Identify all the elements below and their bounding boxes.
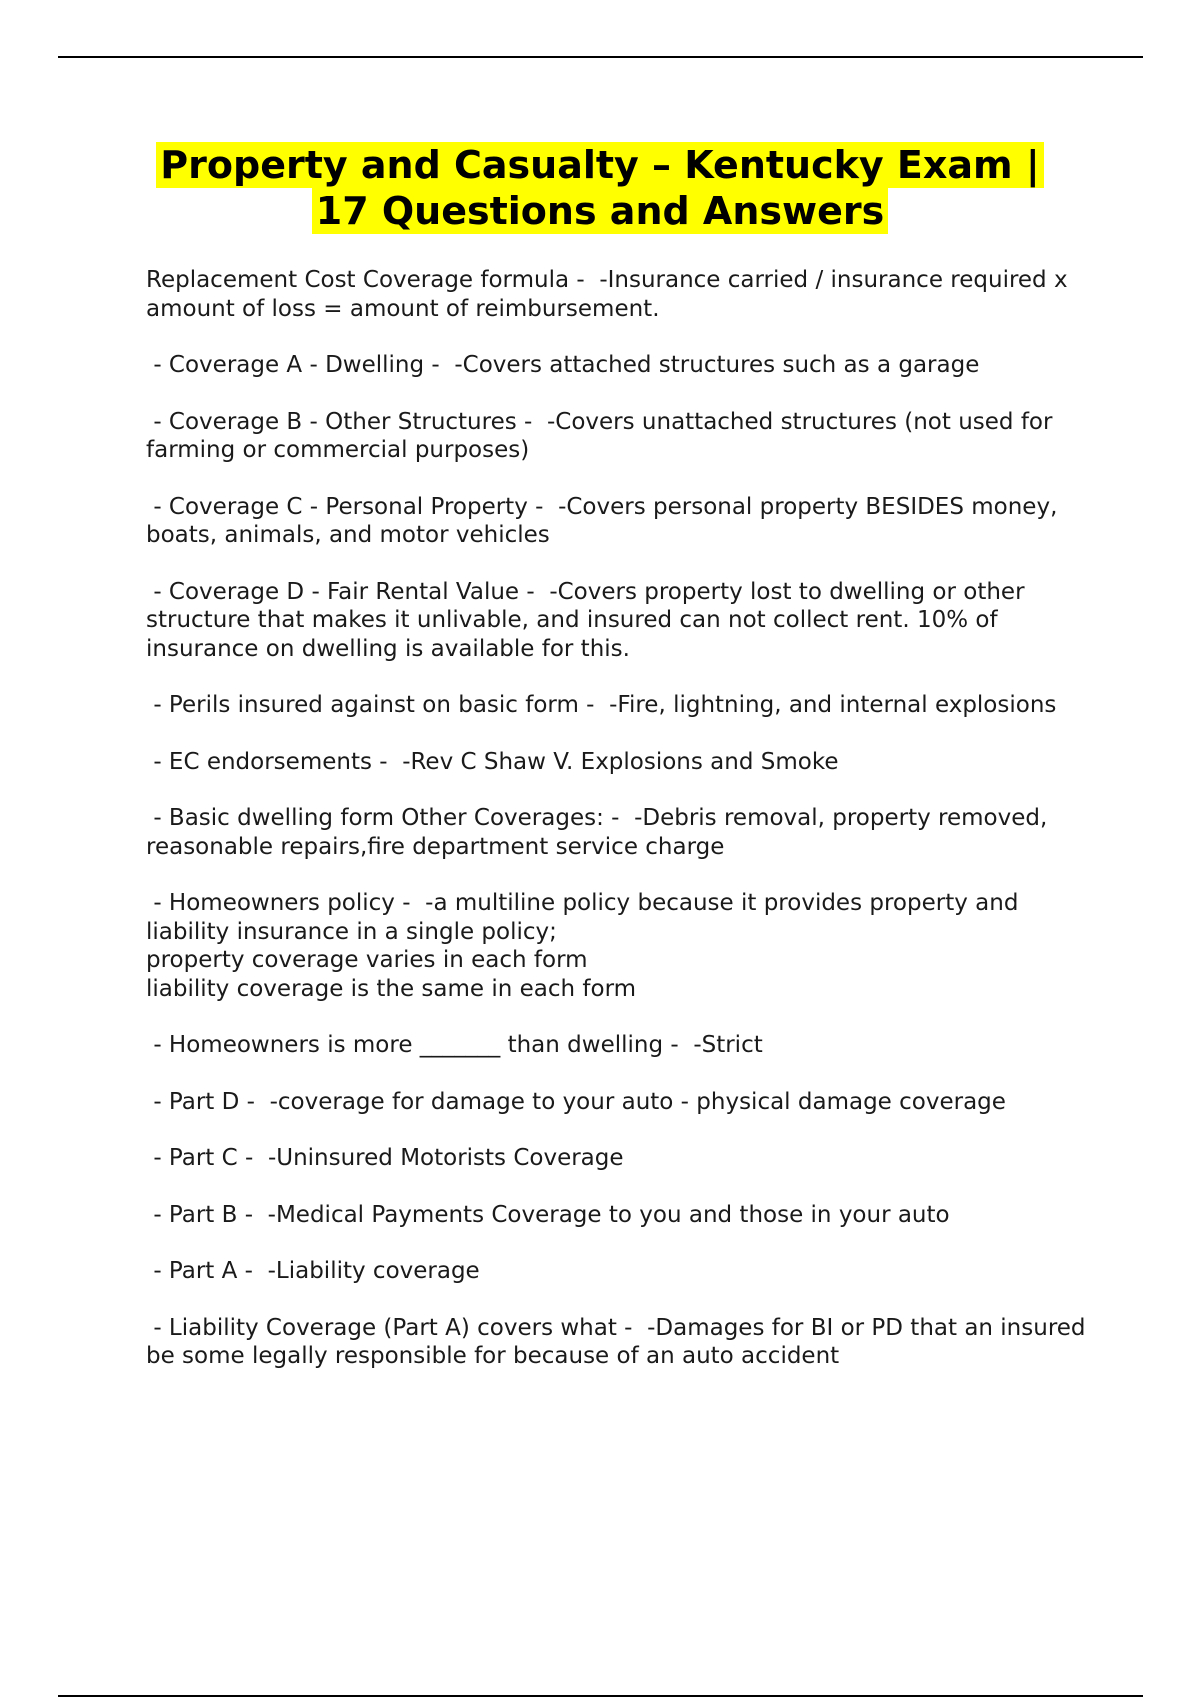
qa-item bbox=[146, 691, 1096, 720]
question: - Coverage A - Dwelling bbox=[146, 352, 425, 378]
question: - EC endorsements bbox=[146, 748, 372, 775]
separator: - bbox=[516, 408, 547, 435]
document-title bbox=[80, 142, 1120, 234]
question: - Homeowners policy bbox=[146, 890, 395, 916]
separator: - bbox=[663, 1032, 694, 1058]
separator: - bbox=[371, 748, 403, 775]
qa-list bbox=[146, 266, 1096, 1399]
question: - Part B bbox=[146, 1201, 238, 1228]
separator: - bbox=[578, 692, 610, 718]
answer: -coverage for damage to your auto - physical damage coverage bbox=[269, 1088, 1006, 1115]
separator: - bbox=[569, 267, 600, 293]
answer: -Strict bbox=[693, 1032, 763, 1058]
separator: - bbox=[519, 578, 550, 605]
answer: -Fire, lightning, and internal explosions bbox=[609, 692, 1057, 718]
separator: - bbox=[239, 1088, 270, 1115]
qa-item bbox=[146, 578, 1096, 664]
separator: - bbox=[237, 1201, 268, 1228]
qa-item bbox=[146, 408, 1096, 465]
qa-item bbox=[146, 804, 1096, 861]
qa-item bbox=[146, 1201, 1096, 1230]
separator: - bbox=[394, 890, 426, 916]
qa-item bbox=[146, 748, 1096, 777]
question: - Coverage C - Personal Property bbox=[146, 493, 528, 520]
separator: - bbox=[424, 352, 455, 378]
answer: -Covers property lost to dwelling or other structure that makes it unlivable, and insured can not collect rent. 10% of insurance on dwelling is available for this. bbox=[146, 578, 1032, 662]
qa-item bbox=[146, 1257, 1096, 1286]
answer: -Covers attached structures such as a garage bbox=[454, 352, 980, 378]
qa-item bbox=[146, 1314, 1096, 1371]
question: - Liability Coverage (Part A) covers what bbox=[146, 1314, 617, 1341]
qa-item bbox=[146, 1031, 1096, 1060]
answer: -Covers personal property BESIDES money, boats, animals, and motor vehicles bbox=[146, 493, 1065, 548]
question: - Part A bbox=[146, 1258, 238, 1284]
title-line-1: Property and Casualty – Kentucky Exam | bbox=[156, 142, 1043, 188]
answer: -Covers unattached structures (not used for farming or commercial purposes) bbox=[146, 408, 1060, 463]
answer: -Damages for BI or PD that an insured be some legally responsible for because of an auto accident bbox=[146, 1314, 1093, 1369]
qa-item bbox=[146, 351, 1096, 380]
separator: - bbox=[603, 805, 635, 831]
qa-item bbox=[146, 889, 1096, 1003]
separator: - bbox=[527, 493, 559, 520]
question: - Perils insured against on basic form bbox=[146, 692, 579, 718]
qa-item bbox=[146, 493, 1096, 550]
title-line-2: 17 Questions and Answers bbox=[312, 188, 889, 234]
answer: -Debris removal, property removed, reasonable repairs,fire department service charge bbox=[146, 805, 1055, 860]
qa-item bbox=[146, 1088, 1096, 1117]
question: - Basic dwelling form Other Coverages: bbox=[146, 805, 604, 831]
question: - Part C bbox=[146, 1145, 238, 1171]
answer: -Medical Payments Coverage to you and those in your auto bbox=[267, 1201, 950, 1228]
answer: -Rev C Shaw V. Explosions and Smoke bbox=[402, 748, 839, 775]
question: Replacement Cost Coverage formula bbox=[146, 267, 570, 293]
question: - Part D bbox=[146, 1088, 240, 1115]
question: - Homeowners is more _______ than dwelling bbox=[146, 1032, 664, 1058]
answer: -Liability coverage bbox=[267, 1258, 480, 1284]
separator: - bbox=[616, 1314, 648, 1341]
answer: -Insurance carried / insurance required x amount of loss = amount of reimbursement. bbox=[146, 267, 1075, 322]
answer: -a multiline policy because it provides property and liability insurance in a single policy; property coverage varies in each form liability coverage is the same in each form bbox=[146, 890, 1019, 1002]
separator: - bbox=[237, 1258, 268, 1284]
question: - Coverage B - Other Structures bbox=[146, 408, 517, 435]
top-rule bbox=[58, 56, 1143, 58]
answer: -Uninsured Motorists Coverage bbox=[267, 1145, 624, 1171]
separator: - bbox=[237, 1145, 268, 1171]
question: - Coverage D - Fair Rental Value bbox=[146, 578, 520, 605]
qa-item bbox=[146, 1144, 1096, 1173]
qa-item bbox=[146, 266, 1096, 323]
bottom-rule bbox=[58, 1695, 1143, 1697]
